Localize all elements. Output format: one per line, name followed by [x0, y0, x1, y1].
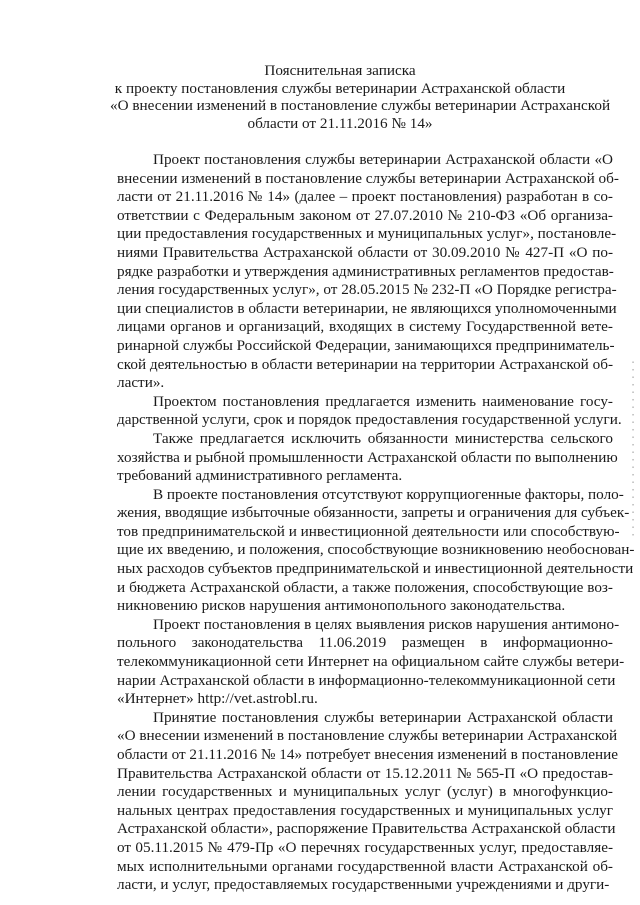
paragraph-line: жения, вводящие избыточные обязанности, запреты и ограничения для субъек-	[117, 504, 630, 522]
paragraph-line: Правительства Астраханской области от 15.12.2011 № 565-П «О предостав-	[117, 764, 613, 782]
paragraph-line: лении государственных и муниципальных услуг (услуг) в многофункцио-	[117, 783, 613, 801]
paragraph-line: ской деятельностью в области ветеринарии на территории Астраханской об-	[117, 355, 613, 373]
paragraph-line: ласти от 21.11.2016 № 14» (далее – проект постановления) разработан в со-	[117, 188, 613, 206]
paragraph-line: дарственной услуги, срок и порядок предоставления государственной услуги.	[117, 411, 622, 429]
paragraph-line: тов предпринимательской и инвестиционной деятельности или способствую-	[117, 522, 620, 540]
paragraph-line: телекоммуникационной сети Интернет на официальном сайте службы ветери-	[117, 653, 625, 671]
paragraph	[117, 485, 635, 616]
paragraph	[117, 151, 619, 393]
paragraph-line: ниями Правительства Астраханской области от 30.09.2010 № 427-П «О по-	[117, 243, 613, 261]
paragraph-line: внесении изменений в постановление службы ветеринарии Астраханской об-	[117, 169, 619, 187]
paragraph-line: польного законодательства 11.06.2019 размещен в информационно-	[117, 634, 613, 652]
paragraph-line: В проекте постановления отсутствуют коррупциогенные факторы, поло-	[153, 485, 624, 503]
paragraph-line: ления государственных услуг», от 28.05.2015 № 232-П «О Порядке регистра-	[117, 281, 617, 299]
paragraph-line: нарии Астраханской области в информационно-телекоммуникационной сети	[117, 671, 616, 689]
paragraph-line: ции специалистов в области ветеринарии, не являющихся уполномоченными	[117, 299, 617, 317]
paragraph-line: рядке разработки и утверждения административных регламентов предостав-	[117, 262, 614, 280]
heading-subject-line-2: «О внесении изменений в постановление службы ветеринарии Астраханской	[110, 97, 611, 115]
paragraph	[117, 615, 625, 709]
paragraph-line: Также предлагается исключить обязанности министерства сельского	[153, 429, 613, 447]
heading-subject-line-1: к проекту постановления службы ветеринарии Астраханской области	[114, 79, 566, 97]
paragraph-line: мых исполнительными органами государственной власти Астраханской об-	[117, 857, 613, 875]
paragraph	[117, 392, 622, 430]
paragraph-line: ласти».	[117, 374, 165, 392]
paragraph-line: Проект постановления в целях выявления рисков нарушения антимоно-	[153, 615, 620, 633]
document-body	[117, 151, 635, 895]
paragraph-line: ласти, и услуг, предоставляемых государственными учреждениями и други-	[117, 876, 610, 894]
paragraph-line: ных расходов субъектов предпринимательской и инвестиционной деятельности	[117, 560, 634, 578]
paragraph-line: «Интернет» http://vet.astrobl.ru.	[117, 690, 318, 708]
paragraph-line: Проектом постановления предлагается изменить наименование госу-	[153, 392, 613, 410]
paragraph	[117, 429, 618, 486]
paragraph-line: «О внесении изменений в постановление службы ветеринарии Астраханской	[117, 727, 618, 745]
paragraph-line: от 05.11.2015 № 479-Пр «О перечнях государственных услуг, предоставляе-	[117, 838, 613, 856]
heading-title: Пояснительная записка	[264, 62, 416, 79]
paragraph-line: и бюджета Астраханской области, а также положения, способствующие воз-	[117, 578, 613, 596]
paragraph-line: хозяйства и рыбной промышленности Астраханской области по выполнению	[117, 448, 618, 466]
paragraph-line: никновению рисков нарушения антимонопольного законодательства.	[117, 597, 566, 615]
paragraph	[117, 708, 619, 895]
document-heading	[110, 62, 611, 132]
paragraph-line: области от 21.11.2016 № 14» потребует внесения изменений в постановление	[117, 746, 619, 763]
paragraph-line: ответствии с Федеральным законом от 27.07.2010 № 210-ФЗ «Об организа-	[117, 206, 613, 224]
paragraph-line: ции предоставления государственных и муниципальных услуг», постановле-	[117, 225, 617, 243]
paragraph-line: Принятие постановления службы ветеринарии Астраханской области	[153, 708, 613, 726]
paragraph-line: ринарной службы Российской Федерации, занимающихся предприниматель-	[117, 336, 615, 354]
scan-margin-mark: ▪ ▪ ▪ ▪ ▪ ▪ ▪ ▪ ▪ ▪ ▪ ▪ ▪ ▪ ▪ ▪ ▪ ▪ ▪ ▪ ▪ ▪ ▪ ▪	[630, 360, 636, 539]
paragraph-line: лицами органов и организаций, входящих в систему Государственной вете-	[117, 318, 613, 336]
paragraph-line: Астраханской области», распоряжение Правительства Астраханской области	[117, 820, 616, 838]
paragraph-line: Проект постановления службы ветеринарии Астраханской области «О	[153, 151, 613, 168]
paragraph-line: щие их введению, и положения, способствующие возникновению необоснован-	[117, 541, 635, 559]
heading-subject-line-3: области от 21.11.2016 № 14»	[247, 114, 433, 132]
paragraph-line: требований административного регламента.	[117, 467, 403, 485]
paragraph-line: нальных центрах предоставления государственных и муниципальных услуг	[117, 801, 613, 819]
